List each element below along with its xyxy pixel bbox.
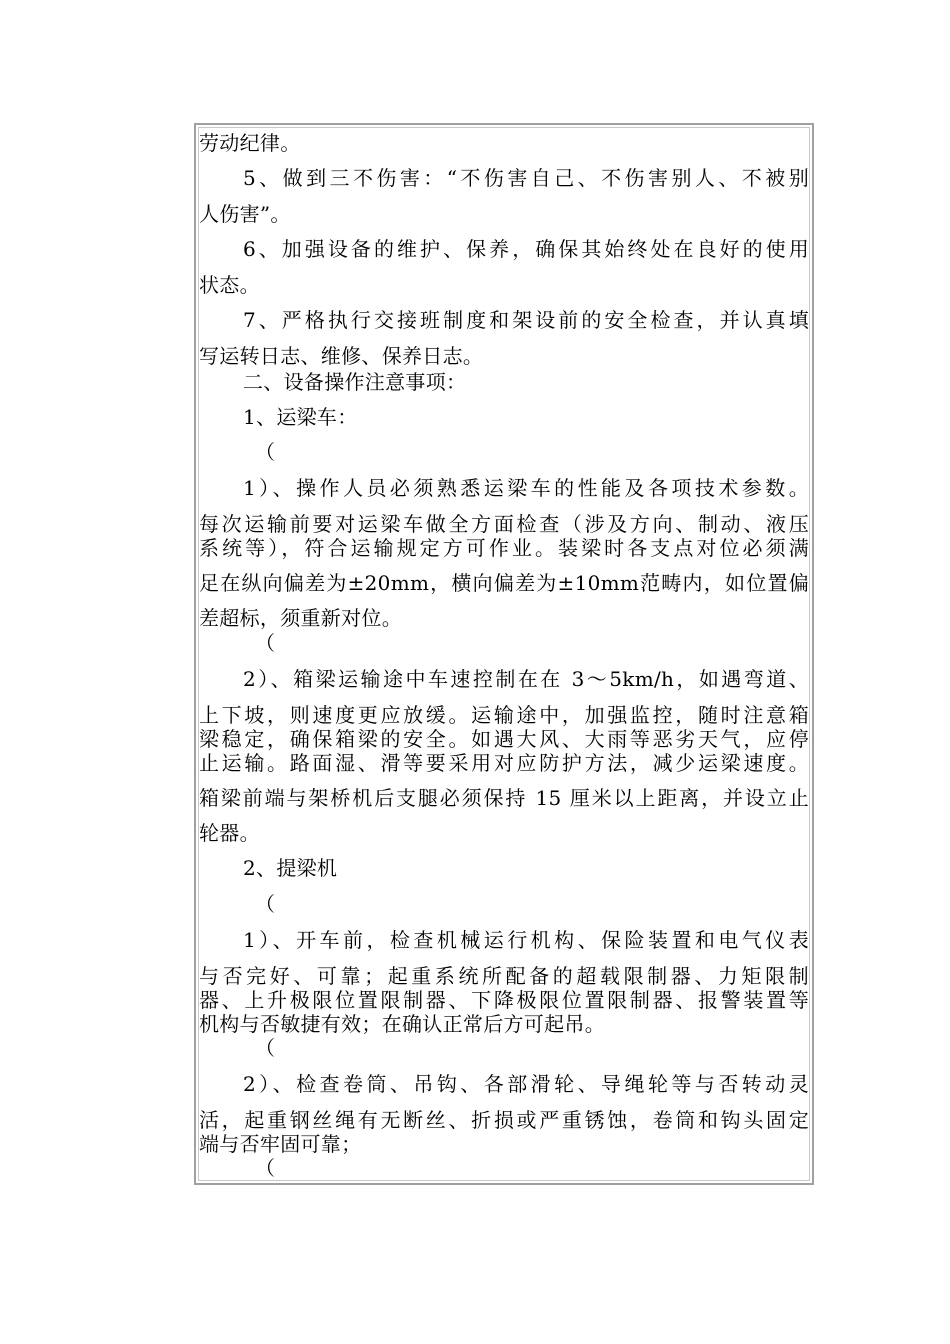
text-line: 梁稳定，确保箱梁的安全。如遇大风、大雨等恶劣天气，应停 — [199, 727, 809, 751]
text-line: （ — [255, 1036, 276, 1060]
text-line: 足在纵向偏差为±20mm，横向偏差为±10mm范畴内，如位置偏 — [199, 571, 809, 595]
text-line: 写运转日志、维修、保养日志。 — [199, 344, 484, 368]
text-line: （ — [255, 1156, 276, 1180]
text-line: 1）、开车前，检查机械运行机构、保险装置和电气仪表 — [243, 928, 809, 952]
text-line: （ — [255, 440, 276, 464]
text-line: 上下坡，则速度更应放缓。运输途中，加强监控，随时注意箱 — [199, 703, 809, 727]
text-line: 箱梁前端与架桥机后支腿必须保持 15 厘米以上距离，并设立止 — [199, 786, 809, 810]
text-line: 端与否牢固可靠； — [199, 1132, 362, 1156]
text-line: 止运输。路面湿、滑等要采用对应防护方法，减少运梁速度。 — [199, 751, 809, 775]
text-line: 7、严格执行交接班制度和架设前的安全检查，并认真填 — [243, 308, 809, 332]
text-line: 2）、检查卷筒、吊钩、各部滑轮、导绳轮等与否转动灵 — [243, 1072, 809, 1096]
text-line: 活，起重钢丝绳有无断丝、折损或严重锈蚀，卷筒和钩头固定 — [199, 1108, 809, 1132]
text-line: （ — [255, 631, 276, 655]
text-line: 5、做到三不伤害：“不伤害自己、不伤害别人、不被别 — [243, 166, 809, 190]
text-line: 每次运输前要对运梁车做全方面检查（涉及方向、制动、液压 — [199, 512, 809, 536]
text-line: 机构与否敏捷有效；在确认正常后方可起吊。 — [199, 1012, 605, 1036]
text-line: 差超标，须重新对位。 — [199, 606, 402, 630]
text-line: 人伤害”。 — [199, 202, 291, 226]
text-line: 与否完好、可靠；起重系统所配备的超载限制器、力矩限制 — [199, 964, 809, 988]
text-line: 2）、箱梁运输途中车速控制在在 3～5km/h，如遇弯道、 — [243, 667, 809, 691]
text-line: 轮器。 — [199, 821, 260, 845]
text-line: 1）、操作人员必须熟悉运梁车的性能及各项技术参数。 — [243, 476, 809, 500]
subsection-heading: 1、运梁车： — [243, 405, 358, 429]
text-line: 状态。 — [199, 273, 260, 297]
text-line: 器、上升极限位置限制器、下降极限位置限制器、报警装置等 — [199, 988, 809, 1012]
text-line: 6、加强设备的维护、保养，确保其始终处在良好的使用 — [243, 237, 809, 261]
subsection-heading: 2、提梁机 — [243, 856, 338, 880]
text-line: 系统等），符合运输规定方可作业。装梁时各支点对位必须满 — [199, 536, 809, 560]
text-line: 劳动纪律。 — [199, 131, 301, 155]
section-heading: 二、设备操作注意事项： — [243, 370, 467, 394]
text-line: （ — [255, 892, 276, 916]
